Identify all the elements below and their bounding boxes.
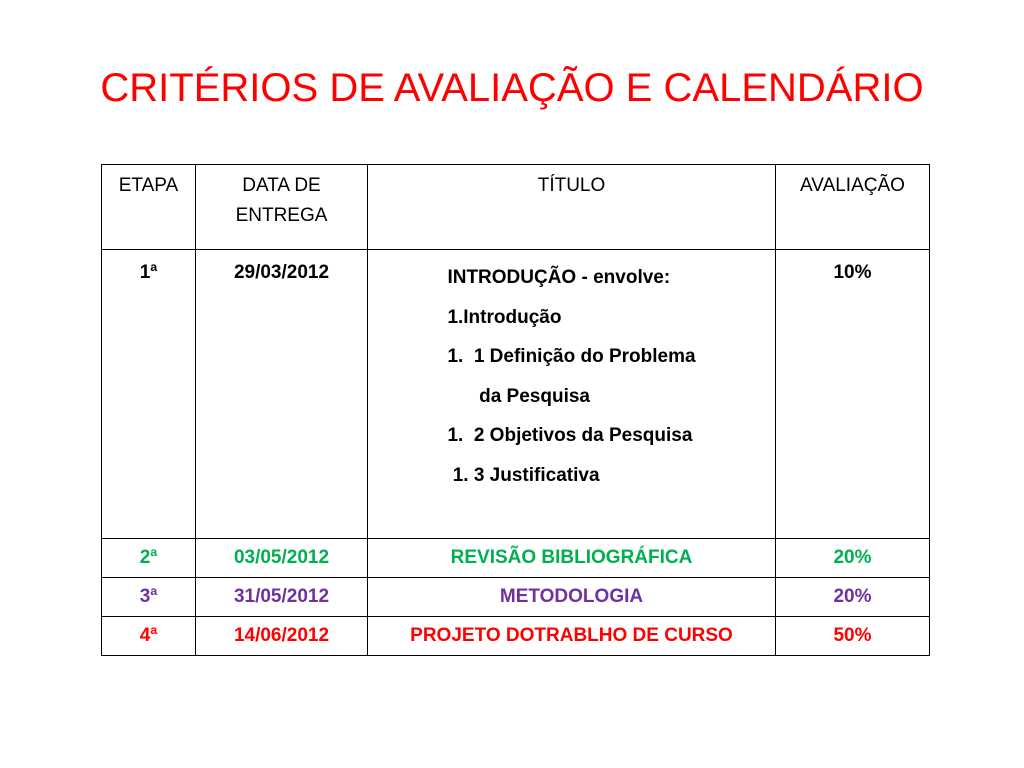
table-row xyxy=(102,539,930,578)
table-row xyxy=(102,617,930,656)
header-etapa: ETAPA xyxy=(102,165,196,250)
cell-avaliacao: 10% xyxy=(776,250,930,539)
intro-line: 1. 2 Objetivos da Pesquisa xyxy=(447,425,693,446)
header-data-line1: DATA DE xyxy=(242,175,321,196)
cell-etapa: 1ª xyxy=(102,250,196,539)
table-row xyxy=(102,578,930,617)
header-data-line2: ENTREGA xyxy=(235,205,328,226)
cell-etapa: 2ª xyxy=(102,539,196,578)
cell-data: 14/06/2012 xyxy=(196,617,368,656)
cell-data: 31/05/2012 xyxy=(196,578,368,617)
intro-topic-list xyxy=(447,258,695,495)
intro-line: 1. 1 Definição do Problema xyxy=(447,346,696,367)
cell-data: 29/03/2012 xyxy=(196,250,368,539)
header-titulo: TÍTULO xyxy=(368,165,776,250)
cell-titulo: METODOLOGIA xyxy=(368,578,776,617)
cell-avaliacao: 20% xyxy=(776,578,930,617)
cell-avaliacao: 20% xyxy=(776,539,930,578)
intro-line: da Pesquisa xyxy=(447,385,590,407)
cell-data: 03/05/2012 xyxy=(196,539,368,578)
page-title: CRITÉRIOS DE AVALIAÇÃO E CALENDÁRIO xyxy=(100,66,924,110)
criteria-table xyxy=(101,164,930,656)
cell-titulo xyxy=(368,250,776,539)
cell-etapa: 4ª xyxy=(102,617,196,656)
cell-etapa: 3ª xyxy=(102,578,196,617)
header-data-entrega xyxy=(196,165,368,250)
cell-titulo: PROJETO DOTRABLHO DE CURSO xyxy=(368,617,776,656)
table-header-row xyxy=(102,165,930,250)
intro-line: 1.Introdução xyxy=(447,306,562,328)
intro-line: 1. 3 Justificativa xyxy=(447,464,600,486)
intro-line: INTRODUÇÃO - envolve: xyxy=(447,267,671,288)
cell-avaliacao: 50% xyxy=(776,617,930,656)
cell-titulo: REVISÃO BIBLIOGRÁFICA xyxy=(368,539,776,578)
table-row xyxy=(102,250,930,539)
header-avaliacao: AVALIAÇÃO xyxy=(776,165,930,250)
